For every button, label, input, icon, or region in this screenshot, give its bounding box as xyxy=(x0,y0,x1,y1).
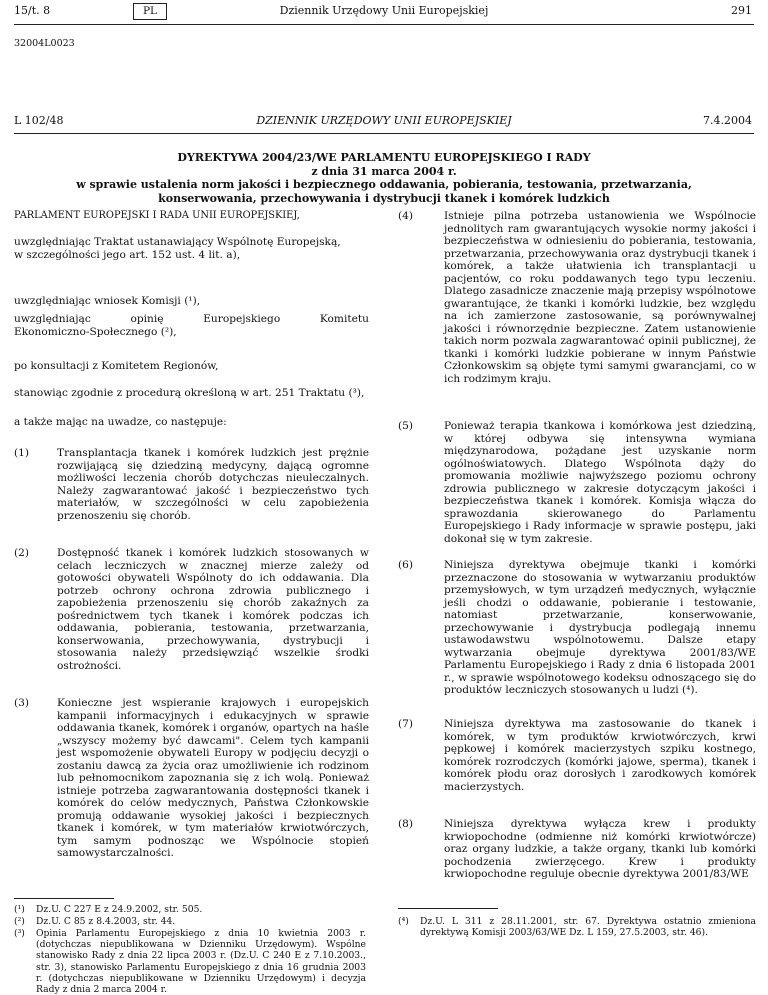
section-label: 15/t. 8 xyxy=(14,4,51,17)
recital-number: (3) xyxy=(14,697,30,709)
footnote-number: (³) xyxy=(14,928,25,939)
language-code-box: PL xyxy=(133,3,167,20)
document-title xyxy=(60,151,708,205)
recital-number: (4) xyxy=(398,210,414,222)
recital-number: (2) xyxy=(14,547,30,559)
citation-ecosoc xyxy=(14,313,369,338)
citation-ecosoc-word-2: opinię xyxy=(130,313,164,325)
title-line-3: w sprawie ustalenia norm jakości i bezpiecznego oddawania, pobierania, testowania, przetwarzania, xyxy=(76,178,692,191)
title-line-4: konserwowania, przechowywania i dystrybucji tkanek i komórek ludzkich xyxy=(158,191,610,205)
recital-number: (7) xyxy=(398,718,414,730)
footnote-1: Dz.U. C 227 E z 24.9.2002, str. 505. xyxy=(36,904,203,915)
recital-7: Niniejsza dyrektywa ma zastosowanie do tkanek i komórek, w tym produktów krwiotwórczych, krwi pępkowej i komórek macierzystych szpiku kostnego, komórek rozrodczych (komórki jajowe, sperma), tkanek i komórek płodu oraz dorosłych i zarodkowych komórek macierzystych. xyxy=(444,718,756,793)
celex-number: 32004L0023 xyxy=(14,38,75,49)
page-number: 291 xyxy=(731,4,752,17)
citation-ecosoc-line-1 xyxy=(14,313,369,326)
footnote-number: (⁴) xyxy=(398,916,409,927)
recital-5: Ponieważ terapia tkankowa i komórkowa jest dziedziną, w której odbywa się intensywna wymiana międzynarodowa, pożądane jest uzyskanie norm ogólnoświatowych. Dlatego Wspólnota dąży do promowania możliwie najwyższego poziomu ochrony zdrowia publicznego w zakresie dotyczącym jakości i bezpieczeństwa tkanek i komórek. Komisja włącza do sprawozdania skierowanego do Parlamentu Europejskiego i Rady informacje w sprawie postępu, jaki dokonał się w tym zakresie. xyxy=(444,420,756,545)
footnote-number: (²) xyxy=(14,916,25,927)
title-line-1: DYREKTYWA 2004/23/WE PARLAMENTU EUROPEJSKIEGO I RADY xyxy=(177,151,591,164)
recital-number: (8) xyxy=(398,818,414,830)
recital-number: (5) xyxy=(398,420,414,432)
preamble-heading: PARLAMENT EUROPEJSKI I RADA UNII EUROPEJSKIEJ, xyxy=(14,210,300,221)
footnote-3: Opinia Parlamentu Europejskiego z dnia 10 kwietnia 2003 r. (dotychczas niepublikowana w Dzienniku Urzędowym). Wspólne stanowisko Rady z dnia 22 lipca 2003 r. (Dz.U. C 240 E z 7.10.2003., str. 3), stanowisko Parlamentu Europejskiego z dnia 16 grudnia 2003 r. (dotychczas niepublikowane w Dzienniku Urzędowym) i decyzja Rady z dnia 2 marca 2004 r. xyxy=(36,928,366,995)
footnote-4: Dz.U. L 311 z 28.11.2001, str. 67. Dyrektywa ostatnio zmieniona dyrektywą Komisji 2003/63/WE Dz. L 159, 27.5.2003, str. 46). xyxy=(420,916,756,939)
whereas-intro: a także mając na uwadze, co następuje: xyxy=(14,416,227,428)
recital-2: Dostępność tkanek i komórek ludzkich stosowanych w celach leczniczych w znacznej mierze zależy od gotowości obywateli Wspólnoty do ich oddawania. Dla potrzeb ochrony ochrona zdrowia publicznego i zapobieżenia przenoszeniu się chorób zakaźnych za pośrednictwem tych tkanek i komórek podczas ich oddawania, pobierania, testowania, przetwarzania, konserwowania, przechowywania, dystrybucji i stosowania należy przedsięwziąć wszelkie środki ostrożności. xyxy=(57,547,369,672)
footnote-rule xyxy=(14,898,114,899)
oj-journal-title: DZIENNIK URZĘDOWY UNII EUROPEJSKIEJ xyxy=(256,114,512,127)
oj-header-rule xyxy=(14,133,754,134)
recital-6: Niniejsza dyrektywa obejmuje tkanki i komórki przeznaczone do stosowania w wytwarzaniu produktów przemysłowych, w tym urządzeń medycznych, wyłącznie jeśli chodzi o oddawanie, pobieranie i testowanie, natomiast przetwarzanie, konserwowanie, przechowywanie i dystrybucja podlegają innemu ustawodawstwu wspólnotowemu. Dalsze etapy wytwarzania obejmuje dyrektywa 2001/83/WE Parlamentu Europejskiego i Rady z dnia 6 listopada 2001 r., w sprawie wspólnotowego kodeksu odnoszącego się do produktów leczniczych stosowanych u ludzi (⁴). xyxy=(444,559,756,696)
journal-title: Dziennik Urzędowy Unii Europejskiej xyxy=(279,4,489,17)
recital-8: Niniejsza dyrektywa wyłącza krew i produkty krwiopochodne (odmienne niż komórki krwiotwórcze) oraz organy ludzkie, a także organy, tkanki lub komórki pochodzenia zwierzęcego. Krew i produkty krwiopochodne reguluje obecnie dyrektywa 2001/83/WE xyxy=(444,818,756,880)
oj-reference: L 102/48 xyxy=(14,114,64,127)
recital-number: (1) xyxy=(14,447,30,459)
citation-regions: po konsultacji z Komitetem Regionów, xyxy=(14,360,219,372)
recital-4: Istnieje pilna potrzeba ustanowienia we Wspólnocie jednolitych ram gwarantujących wysokie normy jakości i bezpieczeństwa w odniesieniu do pobierania, testowania, przetwarzania, przechowywania oraz dystrybucji tkanek i komórek, a także ułatwienia ich transplantacji u pacjentów, co roku poddawanych tego typu leczeniu. Dlatego zasadnicze znaczenie mają przepisy wspólnotowe gwarantujące, że tkanki i komórki ludzkie, bez względu na ich zamierzone zastosowanie, są porównywalnej jakości i równorzędnie bezpieczne. Zatem ustanowienie takich norm pozwala zagwarantować opinii publicznej, że tkanki i komórki ludzkie pobierane w innym Państwie Członkowskim są objęte tymi samymi gwarancjami, co w ich rodzimym kraju. xyxy=(444,210,756,385)
recital-3: Konieczne jest wspieranie krajowych i europejskich kampanii informacyjnych i edukacyjnych w sprawie oddawania tkanek, komórek i organów, opartych na haśle „wszyscy możemy być dawcami". Celem tych kampanii jest wspomożenie obywateli Europy w podjęciu decyzji o zostaniu dawcą za życia oraz umożliwienie ich rodzinom lub pełnomocnikom zapoznania się z ich wolą. Ponieważ istnieje potrzeba zagwarantowania dostępności tkanek i komórek do celów medycznych, Państwa Członkowskie promują oddawanie wysokiej jakości i bezpiecznych tkanek i komórek, w tym materiałów krwiotwórczych, tym samym podnosząc we Wspólnocie stopień samowystarczalności. xyxy=(57,697,369,859)
footnote-rule xyxy=(398,908,498,909)
citation-treaty-line-2: w szczególności jego art. 152 ust. 4 lit. a), xyxy=(14,248,241,261)
header-rule xyxy=(14,24,754,25)
citation-ecosoc-line-2: Ekonomiczno-Społecznego (²), xyxy=(14,325,177,338)
citation-ecosoc-word-4: Komitetu xyxy=(319,313,369,325)
citation-commission: uwzględniając wniosek Komisji (¹), xyxy=(14,295,201,307)
recital-1: Transplantacja tkanek i komórek ludzkich jest prężnie rozwijającą się dziedziną medycyny, dającą ogromne możliwości leczenia chorób dotychczas nieuleczalnych. Należy zagwarantować jakość i bezpieczeństwo tych materiałów, w szczególności w celu zapobieżenia przenoszeniu się chorób. xyxy=(57,447,369,522)
recital-number: (6) xyxy=(398,559,414,571)
citation-ecosoc-word-3: Europejskiego xyxy=(203,313,281,325)
footnote-number: (¹) xyxy=(14,904,25,915)
title-line-2: z dnia 31 marca 2004 r. xyxy=(311,164,457,178)
oj-date: 7.4.2004 xyxy=(703,114,752,127)
citation-treaty xyxy=(14,236,369,261)
footnote-2: Dz.U. C 85 z 8.4.2003, str. 44. xyxy=(36,916,176,927)
citation-ecosoc-word-1: uwzględniając xyxy=(14,313,91,325)
citation-treaty-line-1: uwzględniając Traktat ustanawiający Wspólnotę Europejską, xyxy=(14,236,341,248)
citation-procedure: stanowiąc zgodnie z procedurą określoną w art. 251 Traktatu (³), xyxy=(14,387,365,399)
